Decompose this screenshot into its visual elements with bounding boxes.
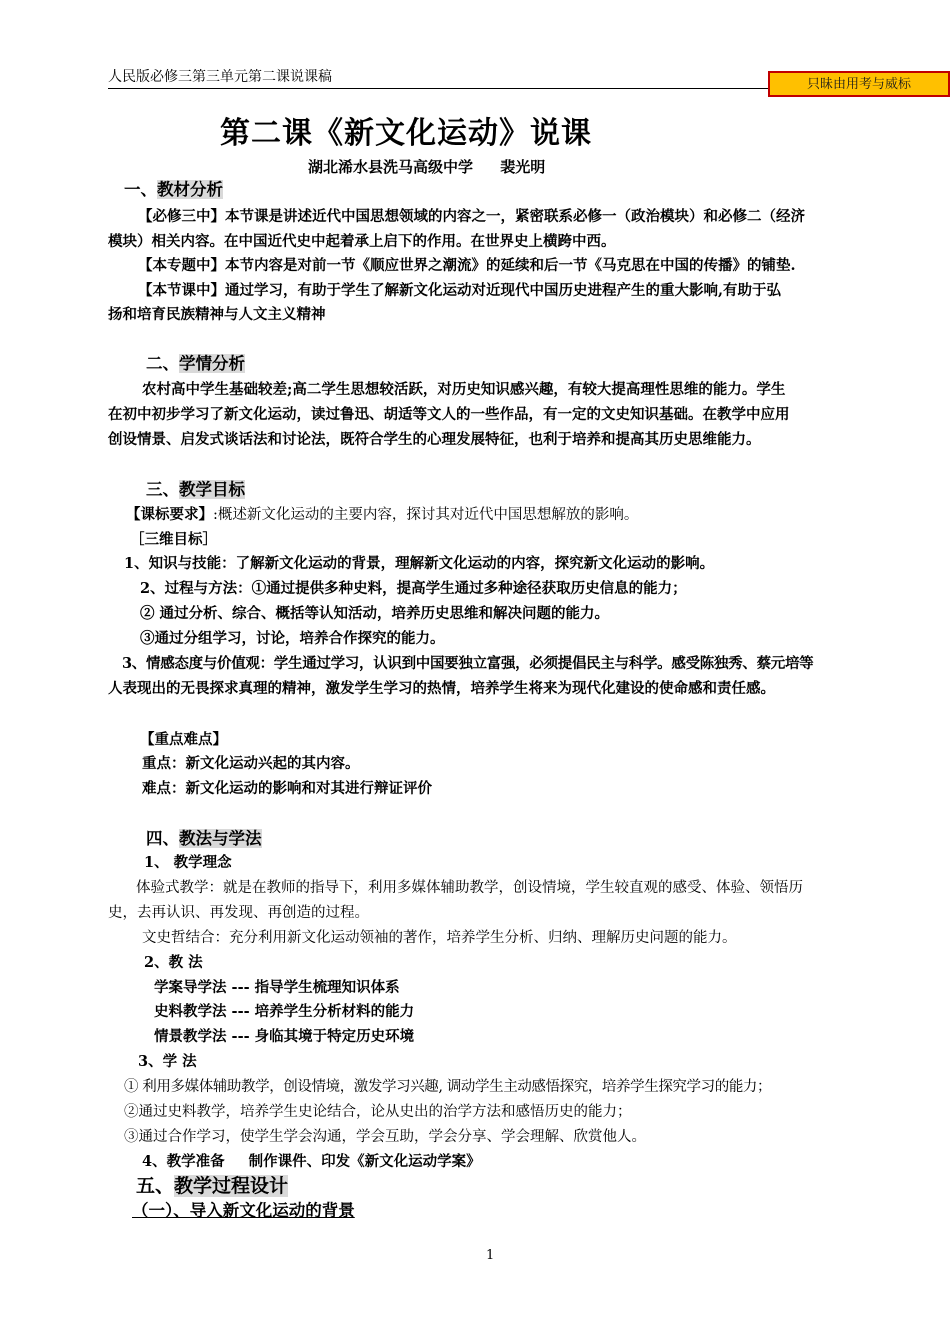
goal-process: 2、过程与方法：①通过提供多种史料，提高学生通过多种途径获取历史信息的能力； bbox=[140, 580, 687, 597]
s1-p3-text: 通过学习，有助于学生了解新文化运动对近现代中国历史进程产生的重大影响,有助于弘 bbox=[225, 282, 782, 299]
section-2-title: 学情分析 bbox=[179, 354, 245, 373]
preparation-text: 制作课件、印发《新文化运动学案》 bbox=[248, 1153, 481, 1170]
s1-paragraph-3-cont: 扬和培育民族精神与人文主义精神 bbox=[108, 306, 326, 323]
method-1: 学案导学法 --- 指导学生梳理知识体系 bbox=[154, 979, 400, 996]
key-points-label: 【重点难点】 bbox=[140, 731, 227, 748]
section-3-title: 教学目标 bbox=[179, 480, 245, 499]
philosophy-line-1: 体验式教学：就是在教师的指导下，利用多媒体辅助教学，创设情境，学生较直观的感受、体验、领悟历 bbox=[136, 880, 803, 896]
author-line bbox=[308, 156, 545, 177]
section-3-heading bbox=[146, 478, 916, 502]
section-5-heading bbox=[136, 1174, 906, 1198]
s1-p1-tag: 【必修三中】 bbox=[138, 208, 225, 225]
goal-emotion-cont: 人表现出的无畏探求真理的精神，激发学生学习的热情，培养学生将来为现代化建设的使命感和责任感。 bbox=[108, 680, 775, 697]
s1-paragraph-2 bbox=[138, 254, 908, 278]
section-5-number: 五、 bbox=[136, 1175, 175, 1197]
header-stamp: 只昧由用考与威标 bbox=[768, 71, 950, 97]
section-4-heading bbox=[146, 827, 916, 851]
key-point: 重点：新文化运动兴起的其内容。 bbox=[142, 755, 360, 772]
three-dimension-goals-label: ［三维目标］ bbox=[130, 531, 217, 548]
author-school: 湖北浠水县洗马高级中学 bbox=[308, 158, 474, 176]
section-5-title: 教学过程设计 bbox=[174, 1175, 289, 1197]
section-1-title: 教材分析 bbox=[157, 180, 223, 199]
s1-p3-tag: 【本节课中】 bbox=[138, 282, 225, 299]
philosophy-line-3: 文史哲结合：充分利用新文化运动领袖的著作，培养学生分析、归纳、理解历史问题的能力。 bbox=[142, 930, 737, 946]
learning-methods-heading: 3、学 法 bbox=[138, 1053, 197, 1070]
section-4-number: 四、 bbox=[146, 829, 179, 848]
s1-p2-text: 本节内容是对前一节《顺应世界之潮流》的延续和后一节《马克思在中国的传播》的铺垫. bbox=[225, 257, 796, 274]
author-name: 裴光明 bbox=[500, 158, 546, 176]
goal-process-2: ② 通过分析、综合、概括等认知活动，培养历史思维和解决问题的能力。 bbox=[140, 605, 610, 622]
requirement-tag: 【课标要求】 bbox=[126, 506, 213, 523]
page-number: 1 bbox=[486, 1248, 495, 1263]
section-1-heading bbox=[124, 178, 894, 202]
s2-line-3: 创设情景、启发式谈话法和讨论法，既符合学生的心理发展特征，也利于培养和提高其历史思维能力。 bbox=[108, 431, 761, 448]
document-title: 第二课《新文化运动》说课 bbox=[220, 116, 592, 151]
learning-method-2: ②通过史料教学，培养学生史论结合，论从史出的治学方法和感悟历史的能力； bbox=[124, 1104, 632, 1120]
preparation-label: 4、教学准备 bbox=[142, 1153, 225, 1170]
philosophy-line-2: 史，去再认识、再发现、再创造的过程。 bbox=[108, 905, 369, 921]
method-3: 情景教学法 --- 身临其境于特定历史环境 bbox=[154, 1028, 415, 1045]
curriculum-requirement bbox=[126, 503, 896, 527]
section-3-number: 三、 bbox=[146, 480, 179, 499]
process-step-1-heading: （一）、导入新文化运动的背景 bbox=[132, 1201, 355, 1220]
learning-method-3: ③通过合作学习，使学生学会沟通，学会互助，学会分享、学会理解、欣赏他人。 bbox=[124, 1129, 646, 1145]
goal-process-3: ③通过分组学习，讨论，培养合作探究的能力。 bbox=[140, 630, 445, 647]
s1-paragraph-1 bbox=[138, 205, 908, 229]
s1-paragraph-1-cont: 模块）相关内容。在中国近代史中起着承上启下的作用。在世界史上横跨中西。 bbox=[108, 233, 616, 250]
section-4-title: 教法与学法 bbox=[179, 829, 262, 848]
section-2-number: 二、 bbox=[146, 354, 179, 373]
teaching-preparation bbox=[142, 1150, 912, 1174]
method-2: 史料教学法 --- 培养学生分析材料的能力 bbox=[154, 1003, 415, 1020]
s1-paragraph-3 bbox=[138, 279, 908, 303]
running-header: 人民版必修三第三单元第二课说课稿 bbox=[108, 66, 848, 89]
teaching-methods-heading: 2、教 法 bbox=[144, 954, 203, 971]
goal-knowledge: 1、知识与技能：了解新文化运动的背景，理解新文化运动的内容，探究新文化运动的影响。 bbox=[124, 555, 715, 572]
learning-method-1: ① 利用多媒体辅助教学，创设情境，激发学习兴趣, 调动学生主动感悟探究，培养学生探究学习的能力； bbox=[124, 1079, 772, 1095]
s2-line-1: 农村高中学生基础较差;高二学生思想较活跃，对历史知识感兴趣，有较大提高理性思维的能力。学生 bbox=[142, 381, 786, 398]
section-1-number: 一、 bbox=[124, 180, 157, 199]
teaching-philosophy-heading: 1、 教学理念 bbox=[144, 854, 232, 871]
section-2-heading bbox=[146, 352, 916, 376]
s1-p2-tag: 【本专题中】 bbox=[138, 257, 225, 274]
s1-p1-text: 本节课是讲述近代中国思想领域的内容之一，紧密联系必修一（政治模块）和必修二（经济 bbox=[225, 208, 805, 225]
s2-line-2: 在初中初步学习了新文化运动，读过鲁迅、胡适等文人的一些作品，有一定的文史知识基础。在教学中应用 bbox=[108, 406, 790, 423]
goal-emotion: 3、情感态度与价值观：学生通过学习，认识到中国要独立富强，必须提倡民主与科学。感受陈独秀、蔡元培等 bbox=[122, 655, 814, 672]
difficult-point: 难点：新文化运动的影响和对其进行辩证评价 bbox=[142, 780, 432, 797]
requirement-text: :概述新文化运动的主要内容，探讨其对近代中国思想解放的影响。 bbox=[213, 507, 639, 523]
